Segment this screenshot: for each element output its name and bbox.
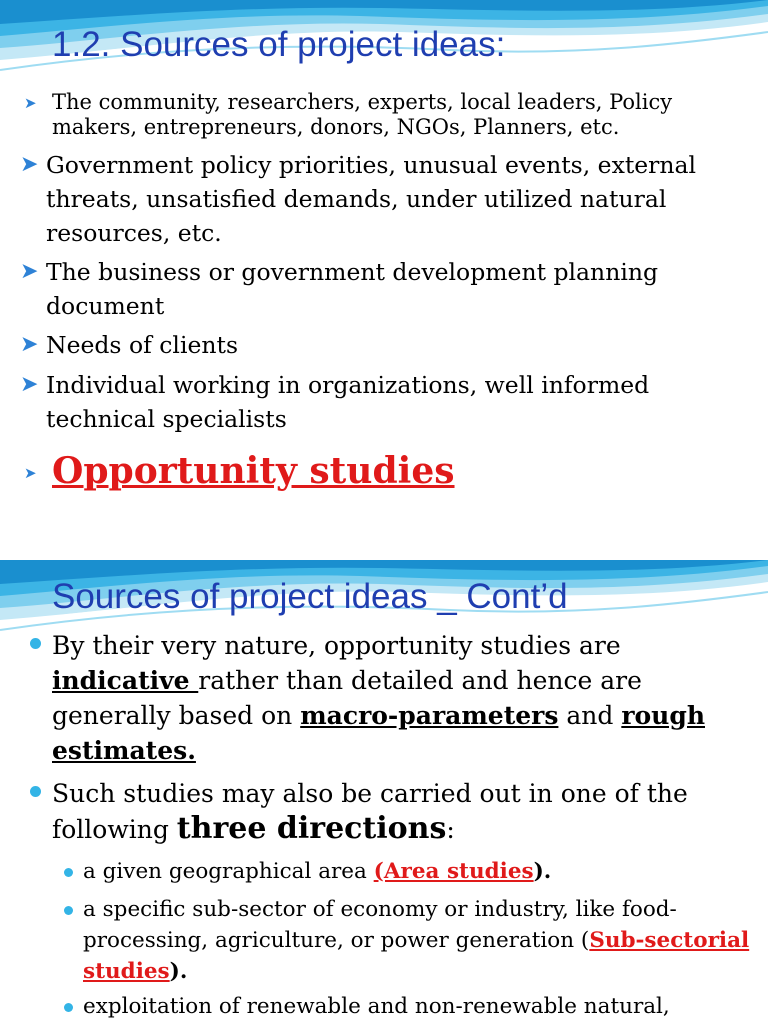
sub-text: exploitation of renewable and non-renewable natural, bbox=[83, 994, 670, 1019]
emphasis-rough: rough bbox=[621, 701, 705, 730]
bullet-government-priorities: Government policy priorities, unusual events, external threats, unsatisfied demands, under utilized natural resources, etc. bbox=[46, 151, 697, 247]
arrow-bullet-icon: ➤ bbox=[24, 464, 37, 482]
emphasis-three-directions: three directions bbox=[176, 811, 447, 846]
dot-bullet-icon bbox=[64, 1003, 73, 1012]
sub-text: ). bbox=[533, 859, 552, 884]
emphasis-estimates: estimates. bbox=[52, 736, 196, 765]
slide-1-title: 1.2. Sources of project ideas: bbox=[52, 25, 506, 64]
arrow-bullet-icon: ➤ bbox=[20, 152, 39, 177]
opportunity-studies-heading: Opportunity studies bbox=[52, 450, 455, 492]
slide-2 bbox=[0, 560, 768, 1024]
bullet-technical-specialists: Individual working in organizations, well informed technical specialists bbox=[46, 371, 650, 433]
arrow-bullet-icon: ➤ bbox=[20, 332, 39, 357]
direction-area-studies bbox=[83, 856, 753, 887]
emphasis-indicative: indicative bbox=[52, 666, 199, 695]
arrow-bullet-icon: ➤ bbox=[20, 372, 39, 397]
direction-sub-sectorial-studies bbox=[83, 894, 753, 987]
slide-2-title: Sources of project ideas _ Cont’d bbox=[52, 577, 568, 616]
bullet-sources-people: The community, researchers, experts, local leaders, Policy makers, entrepreneurs, donors, NGOs, Planners, etc. bbox=[52, 90, 673, 139]
dot-bullet-icon bbox=[64, 868, 73, 877]
para-text: By their very nature, opportunity studies are bbox=[52, 631, 621, 660]
emphasis-area-studies: (Area studies bbox=[373, 859, 534, 884]
para-text: : bbox=[446, 815, 455, 844]
slide-divider bbox=[0, 540, 768, 560]
emphasis-sub-sectorial-studies: Sub-sectorial studies bbox=[83, 928, 750, 984]
bullet-planning-document: The business or government development planning document bbox=[46, 258, 659, 320]
direction-resource-studies bbox=[83, 991, 753, 1022]
dot-bullet-icon bbox=[64, 906, 73, 915]
sub-text: ). bbox=[169, 959, 188, 984]
dot-bullet-icon bbox=[30, 786, 41, 797]
para-text: and bbox=[558, 701, 622, 730]
para-text: Such studies may also be carried out in one of the following bbox=[52, 779, 688, 844]
bullet-client-needs: Needs of clients bbox=[46, 331, 239, 359]
paragraph-three-directions bbox=[52, 776, 752, 847]
sub-text: a specific sub-sector of economy or industry, like food-processing, agriculture, or power generation ( bbox=[83, 897, 677, 953]
arrow-bullet-icon: ➤ bbox=[24, 94, 37, 112]
paragraph-indicative-nature bbox=[52, 628, 752, 768]
para-text: rather than detailed and hence are generally based on bbox=[52, 666, 642, 730]
emphasis-macro-parameters: macro-parameters bbox=[300, 701, 559, 730]
dot-bullet-icon bbox=[30, 638, 41, 649]
arrow-bullet-icon: ➤ bbox=[20, 259, 39, 284]
sub-text: a given geographical area bbox=[83, 859, 374, 884]
